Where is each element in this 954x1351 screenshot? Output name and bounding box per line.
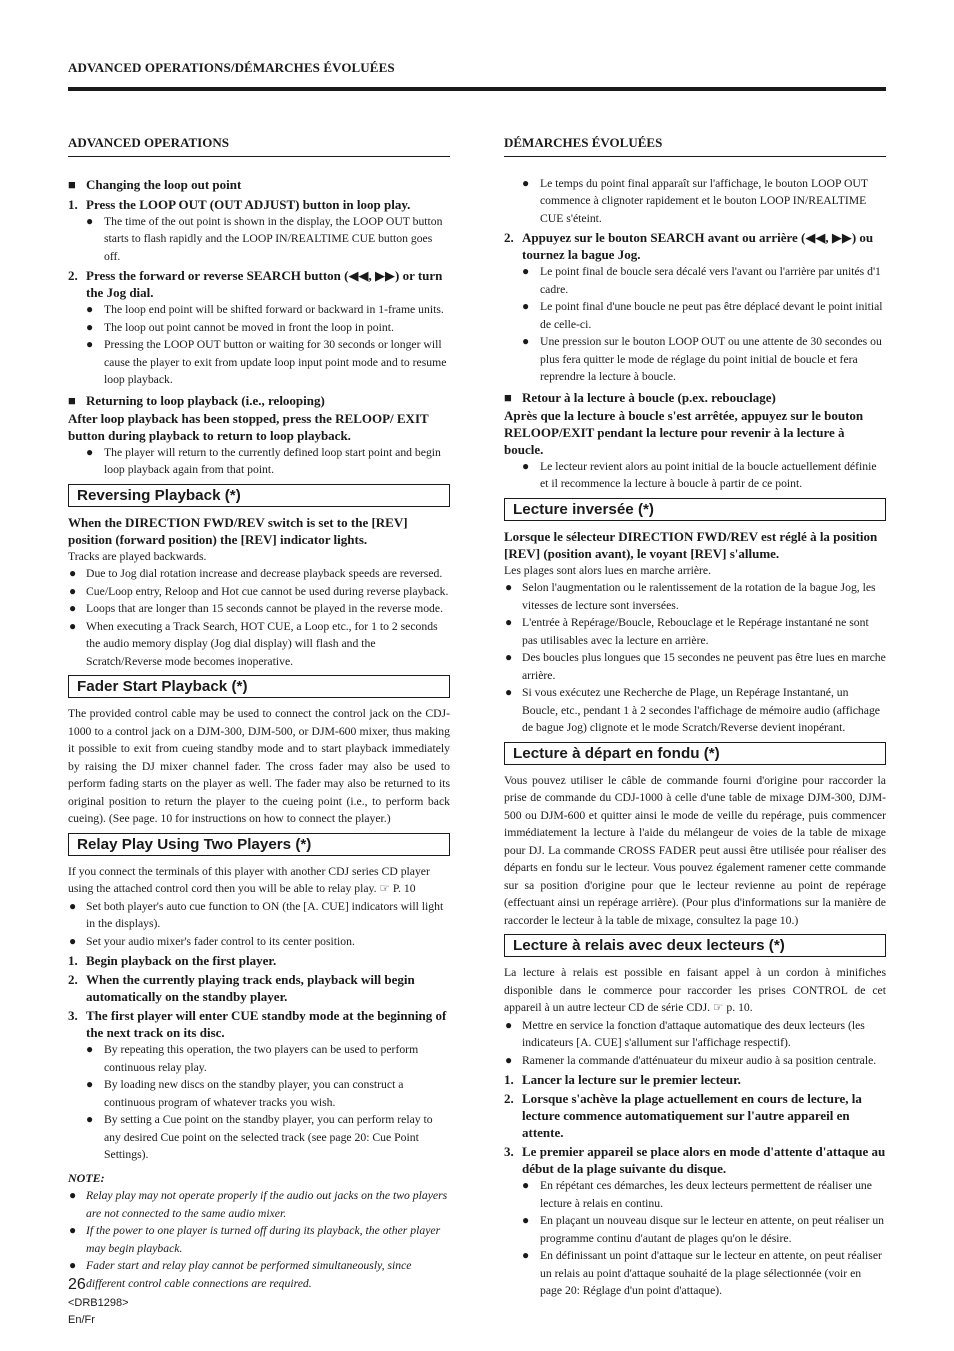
list-item: ● En plaçant un nouveau disque sur le lecteur en attente, on peut réaliser un programme continu d'autant de plages qu'on le désire. [504, 1212, 886, 1247]
relay-step-3-bullets [68, 1041, 450, 1164]
relais-bullets [504, 1017, 886, 1070]
square-bullet-icon: ■ [68, 176, 76, 192]
relais-title: Lecture à relais avec deux lecteurs (*) [504, 934, 886, 957]
relais-step-2: 2. Lorsque s'achève la plage actuellement en cours de lecture, la lecture commence automatiquement sur l'autre appareil en attente. [504, 1091, 862, 1140]
list-item: ● Loops that are longer than 15 seconds cannot be played in the reverse mode. [68, 600, 450, 618]
relay-step-1: 1. Begin playback on the first player. [68, 953, 277, 968]
list-item: ● Une pression sur le bouton LOOP OUT ou une attente de 30 secondes ou plus fera quitter le mode de réglage du point initial de boucle et fera reprendre la lecture à boucle. [504, 333, 886, 386]
header-rule [68, 87, 886, 91]
loop-out-heading: ■ Changing the loop out point [68, 176, 242, 192]
list-item: ● Si vous exécutez une Recherche de Plage, un Repérage Instantané, un Boucle, etc., pendant 1 à 2 secondes l'affichage de mémoire audio (affichage de bague Jog) clignote et le mode Scratch/Reverse devient inopérant. [504, 684, 886, 737]
inversee-line: Les plages sont alors lues en marche arrière. [504, 563, 712, 577]
lecture-inversee-title: Lecture inversée (*) [504, 498, 886, 521]
relais-step-1: 1. Lancer la lecture sur le premier lecteur. [504, 1072, 741, 1087]
right-section-title: DÉMARCHES ÉVOLUÉES [504, 134, 886, 157]
fader-start-title: Fader Start Playback (*) [68, 675, 450, 698]
list-item: ● Due to Jog dial rotation increase and decrease playback speeds are reversed. [68, 565, 450, 583]
list-item: ● Cue/Loop entry, Reloop and Hot cue cannot be used during reverse playback. [68, 583, 450, 601]
left-section-title: ADVANCED OPERATIONS [68, 134, 450, 157]
retour-bullets [504, 458, 886, 493]
list-item: ● Le temps du point final apparaît sur l'affichage, le bouton LOOP OUT commence à clignoter rapidement et le bouton LOOP IN/REALTIME CUE s'éteint. [504, 175, 886, 228]
list-item: ● If the power to one player is turned off during its playback, the other player may begin playback. [68, 1222, 450, 1257]
list-item: ● Relay play may not operate properly if the audio out jacks on the two players are not connected to the same audio mixer. [68, 1187, 450, 1222]
reloop-heading: ■ Returning to loop playback (i.e., relooping) [68, 392, 325, 408]
list-item: ● Des boucles plus longues que 15 secondes ne peuvent pas être lues en marche arrière. [504, 649, 886, 684]
relay-step-3: 3. The first player will enter CUE standby mode at the beginning of the next track on its disc. [68, 1008, 447, 1040]
list-item: ● L'entrée à Repérage/Boucle, Rebouclage et le Repérage instantané ne sont pas utilisables avec la lecture en arrière. [504, 614, 886, 649]
note-label: NOTE: [68, 1170, 105, 1185]
inversee-bullets [504, 579, 886, 737]
list-item: ● Fader start and relay play cannot be performed simultaneously, since different control cable connections are required. [68, 1257, 450, 1292]
inversee-intro: Lorsque le sélecteur DIRECTION FWD/REV est réglé à la position [REV] (position avant), le voyant [REV] s'allume. [504, 528, 878, 561]
list-item: ● The player will return to the currently defined loop start point and begin loop playback again from that point. [68, 444, 450, 479]
right-step-2: 2. Appuyez sur le bouton SEARCH avant ou arrière (◀◀, ▶▶) ou tournez la bague Jog. [504, 230, 874, 262]
list-item: ● Set both player's auto cue function to ON (the [A. CUE] indicators will light in the displays). [68, 898, 450, 933]
page-number: 26 [68, 1276, 86, 1293]
retour-text: Après que la lecture à boucle s'est arrêtée, appuyez sur le bouton RELOOP/EXIT pendant la lecture pour revenir à la lecture à boucle. [504, 407, 864, 457]
reverse-bullets [68, 565, 450, 670]
depart-fondu-text: Vous pouvez utiliser le câble de commande fourni d'origine pour raccorder la prise de commande du CDJ-1000 à celle d'une table de mixage DJM-300, DJM-500 ou DJM-600 et quitter ainsi le mode de veille du repérage, puis commencer immédiatement la lecture à l'aide du mélangeur de voies de la table de mixage pour DJ. La commande CROSS FADER peut aussi être utilisée pour réaliser des départs en fondu sur le lecteur. Vous pouvez également ramener cette commande sur sa position d'origine pour que le lecteur revienne au point de repérage (effectuant ainsi un repérage arrière). (Pour plus d'informations sur la manière de raccorder le lecteur à la table de mixage, consultez la page 10.) [504, 773, 886, 927]
relay-bullets [68, 898, 450, 951]
list-item: ● Set your audio mixer's fader control to its center position. [68, 933, 450, 951]
list-item: ● By loading new discs on the standby player, you can construct a continuous program of whatever tracks you wish. [68, 1076, 450, 1111]
relais-step-3-bullets [504, 1177, 886, 1300]
right-step-2-bullets [504, 263, 886, 386]
right-intro-bullets [504, 175, 886, 228]
reloop-text: After loop playback has been stopped, press the RELOOP/ EXIT button during playback to return to loop playback. [68, 410, 429, 443]
list-item: ● En répétant ces démarches, les deux lecteurs permettent de réaliser une lecture à relais en continu. [504, 1177, 886, 1212]
relay-intro: If you connect the terminals of this player with another CDJ series CD player using the attached control cord then you will be able to relay play. ☞ P. 10 [68, 864, 430, 895]
left-column [68, 134, 450, 1292]
list-item: ● En définissant un point d'attaque sur le lecteur en attente, on peut réaliser un relais au point d'attaque souhaité de la plage sélectionnée (voir en page 20: Réglage d'un point d'attaque). [504, 1247, 886, 1300]
list-item: ● Le point final de boucle sera décalé vers l'avant ou l'arrière par unités d'1 cadre. [504, 263, 886, 298]
list-item: ● Le point final d'une boucle ne peut pas être déplacé devant le point initial de celle-ci. [504, 298, 886, 333]
language-code: En/Fr [68, 1314, 95, 1326]
list-item: ● When executing a Track Search, HOT CUE, a Loop etc., for 1 to 2 seconds the audio memory display (Jog dial display) will flash and the Scratch/Reverse mode becomes inoperative. [68, 618, 450, 671]
reloop-bullets [68, 444, 450, 479]
square-bullet-icon: ■ [504, 389, 512, 405]
list-item: ● By setting a Cue point on the standby player, you can perform relay to any desired Cue point on the selected track (see page 20: Cue Point Settings). [68, 1111, 450, 1164]
page-header: ADVANCED OPERATIONS/DÉMARCHES ÉVOLUÉES [68, 60, 395, 75]
list-item: ● The loop end point will be shifted forward or backward in 1-frame units. [68, 301, 450, 319]
right-column [504, 134, 886, 1300]
loop-out-step-2: 2. Press the forward or reverse SEARCH button (◀◀, ▶▶) or turn the Jog dial. [68, 268, 443, 300]
loop-out-step-1: 1. Press the LOOP OUT (OUT ADJUST) button in loop play. [68, 196, 411, 212]
square-bullet-icon: ■ [68, 392, 76, 408]
loop-out-step-1-bullets [68, 213, 450, 266]
relay-step-2: 2. When the currently playing track ends, playback will begin automatically on the standby player. [68, 972, 415, 1004]
document-code: <DRB1298> [68, 1297, 129, 1309]
depart-fondu-title: Lecture à départ en fondu (*) [504, 742, 886, 765]
reversing-playback-title: Reversing Playback (*) [68, 484, 450, 507]
page-footer [68, 1275, 129, 1329]
relais-step-3: 3. Le premier appareil se place alors en mode d'attente d'attaque au début de la plage suivante du disque. [504, 1144, 886, 1176]
list-item: ● The loop out point cannot be moved in front the loop in point. [68, 319, 450, 337]
retour-heading: ■ Retour à la lecture à boucle (p.ex. rebouclage) [504, 389, 776, 405]
list-item: ● Le lecteur revient alors au point initial de la boucle actuellement définie et il recommence la lecture à boucle à partir de ce point. [504, 458, 886, 493]
list-item: ● Ramener la commande d'atténuateur du mixeur audio à sa position centrale. [504, 1052, 886, 1070]
reverse-intro: When the DIRECTION FWD/REV switch is set to the [REV] position (forward position) the [REV] indicator lights. [68, 514, 408, 547]
list-item: ● Mettre en service la fonction d'attaque automatique des deux lecteurs (les indicateurs [A. CUE] s'allument sur l'affichage respectif). [504, 1017, 886, 1052]
list-item: ● Selon l'augmentation ou le ralentissement de la rotation de la bague Jog, les vitesses de lecture sont inversées. [504, 579, 886, 614]
list-item: ● The time of the out point is shown in the display, the LOOP OUT button starts to flash rapidly and the LOOP IN/REALTIME CUE button goes off. [68, 213, 450, 266]
relais-intro: La lecture à relais est possible en faisant appel à un cordon à minifiches disponible dans le commerce pour raccorder les prises CONTROL de cet appareil à un autre lecteur CD de série CDJ. ☞ p. 10. [504, 966, 886, 1014]
fader-start-text: The provided control cable may be used to connect the control jack on the CDJ-1000 to a control jack on a DJM-300, DJM-500, or DJM-600 mixer, thus making it possible to exit from cueing standby mode and to start playback immediately by raising the DJ mixer channel fader. The cross fader may also be used to perform fading starts on the player as well. The fader may also be returned to its original position to return the player to the cueing point (i.e., to perform back cueing). (See page. 10 for instructions on how to connect the player.) [68, 707, 450, 825]
list-item: ● Pressing the LOOP OUT button or waiting for 30 seconds or longer will cause the player to exit from update loop input point mode and to resume loop playback. [68, 336, 450, 389]
reverse-line: Tracks are played backwards. [68, 549, 207, 563]
loop-out-step-2-bullets [68, 301, 450, 389]
relay-play-title: Relay Play Using Two Players (*) [68, 833, 450, 856]
list-item: ● By repeating this operation, the two players can be used to perform continuous relay play. [68, 1041, 450, 1076]
